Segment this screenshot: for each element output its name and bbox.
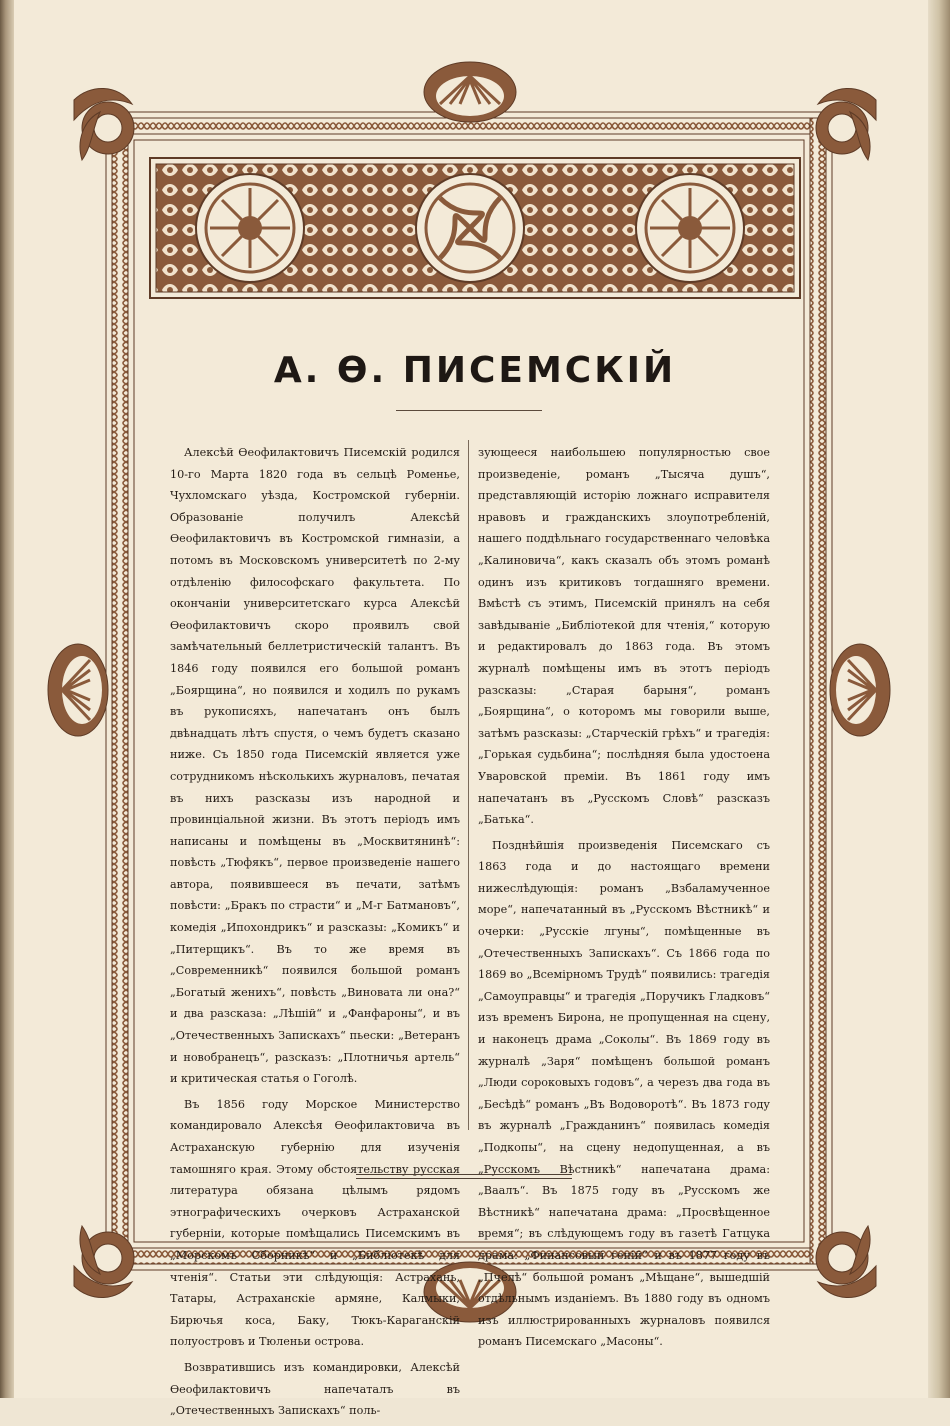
banner-rosette-left — [196, 174, 304, 282]
shell-medallion-top — [424, 62, 516, 122]
headpiece-banner — [150, 158, 800, 298]
title-divider — [396, 410, 542, 411]
paragraph: зующееся наибольшею популярностью свое произведеніе, романъ „Тысяча душъ“, представляющій исторію ложнаго исправителя нравовъ и гражданскихъ злоупотребленій, нашего поддѣльнаго государственнаго человѣка „Калиновича“, какъ сказалъ объ этомъ романѣ одинъ изъ критиковъ тогдашняго времени. Вмѣстѣ съ этимъ, Писемскій принялъ на себя завѣдываніе „Библіотекой для чтенія,“ которую и редактировалъ до 1863 года. Въ этомъ журналѣ помѣщены имъ въ этотъ періодъ разсказы: „Старая барыня“, романъ „Боярщина“, о которомъ мы говорили выше, затѣмъ разсказы: „Старческій грѣхъ“ и трагедія: „Горькая судьбина“; послѣдняя была удостоена Уваровской преміи. Въ 1861 году имъ напечатанъ въ „Русскомъ Словѣ“ разсказъ „Батька“. — [478, 446, 770, 827]
banner-rosette-center — [416, 174, 524, 282]
paragraph: Алексѣй Ѳеофилактовичъ Писемскій родился 10-го Марта 1820 года въ сельцѣ Роменье, Чухломскаго уѣзда, Костромской губерніи. Образованіе получилъ Алексѣй Ѳеофилактовичъ въ Костромской гимназіи, а потомъ въ Московскомъ университетѣ по 2-му отдѣленію философскаго факультета. По окончаніи университетскаго курса Алексѣй Ѳеофилактовичъ скоро проявилъ свой замѣчательный беллетристическій талантъ. Въ 1846 году появился его большой романъ „Боярщина“, но появился и ходилъ по рукамъ въ рукописяхъ, напечатанъ онъ былъ двѣнадцать лѣтъ спустя, о чемъ будетъ сказано ниже. Съ 1850 года Писемскій является уже сотрудникомъ нѣсколькихъ журналовъ, печатая въ нихъ разсказы изъ народной и провинціальной жизни. Въ этотъ періодъ имъ написаны и помѣщены въ „Москвитянинѣ“: повѣсть „Тюфякъ“, первое произведеніе нашего автора, появившееся въ печати, затѣмъ повѣсти: „Бракъ по страсти“ и „М-г Батмановъ“, комедія „Ипохондрикъ“ и разсказы: „Комикъ“ и „Питерщикъ“. Въ то же время въ „Современникѣ“ появился большой романъ „Богатый женихъ“, повѣсть „Виновата ли она?“ и два разсказа: „Лѣшій“ и „Фанфароны“, и въ „Отечественныхъ Запискахъ“ пьески: „Ветеранъ и новобранецъ“, разсказъ: „Плотничья артель“ и критическая статья о Гоголѣ. — [170, 446, 460, 1086]
page-title: А. Ѳ. ПИСЕМСКІЙ — [273, 350, 677, 391]
text-column-right — [478, 442, 770, 1357]
paragraph: Позднѣйшія произведенія Писемскаго съ 1863 года и до настоящаго времени нижеслѣдующія: романъ „Взбаламученное море“, напечатанный въ „Русскомъ Вѣстникѣ“ и очерки: „Русскіе лгуны“, помѣщенные въ „Отечественныхъ Запискахъ“. Съ 1866 года по 1869 во „Всемірномъ Трудѣ“ появились: трагедія „Самоуправцы“ и трагедія „Поручикъ Гладковъ“ изъ временъ Бирона, не пропущенная на сцену, и наконецъ драма „Соколы“. Въ 1869 году въ журналѣ „Заря“ помѣщенъ большой романъ „Люди сороковыхъ годовъ“, а черезъ два года въ „Бесѣдѣ“ романъ „Въ Водоворотѣ“. Въ 1873 году въ журналѣ „Гражданинъ“ появилась комедія „Подкопы“, на сцену недопущенная, а въ „Русскомъ Вѣстникѣ“ напечатана драма: „Ваалъ“. Въ 1875 году въ „Русскомъ же Вѣстникѣ“ напечатана драма: „Просвѣщенное время“; въ слѣдующемъ году въ газетѣ Гатцука драма: „Финансовый геній“ и въ 1877 году въ „Пчелѣ“ большой романъ „Мѣщане“, вышедшій отдѣльнымъ изданіемъ. Въ 1880 году въ одномъ изъ иллюстрированныхъ журналовъ появился романъ Писемскаго „Масоны“. — [478, 838, 770, 1349]
shell-medallion-right — [830, 644, 890, 736]
paragraph: Въ 1856 году Морское Министерство командировало Алексѣя Ѳеофилактовича въ Астраханскую губернію для изученія тамошняго края. Этому обстоятельству русская литература обязана цѣлымъ рядомъ этнографическихъ очерковъ Астраханской губерніи, которые помѣщались Писемскимъ въ „Морскомъ Сборникѣ“ и „Библіотекѣ для чтенія“. Статьи эти слѣдующія: Астрахань, Татары, Астраханскіе армяне, Калмыки, Бирючья коса, Баку, Тюкъ-Караганскій полуостровъ и Тюленьи острова. — [170, 1097, 460, 1349]
paragraph: Возвратившись изъ командировки, Алексѣй Ѳеофилактовичъ напечаталъ въ „Отечественныхъ Запискахъ“ поль- — [170, 1360, 460, 1418]
column-divider — [468, 440, 469, 1130]
text-column-left — [170, 442, 460, 1426]
shell-medallion-left — [48, 644, 108, 736]
closing-rule — [356, 1174, 572, 1179]
banner-rosette-right — [636, 174, 744, 282]
